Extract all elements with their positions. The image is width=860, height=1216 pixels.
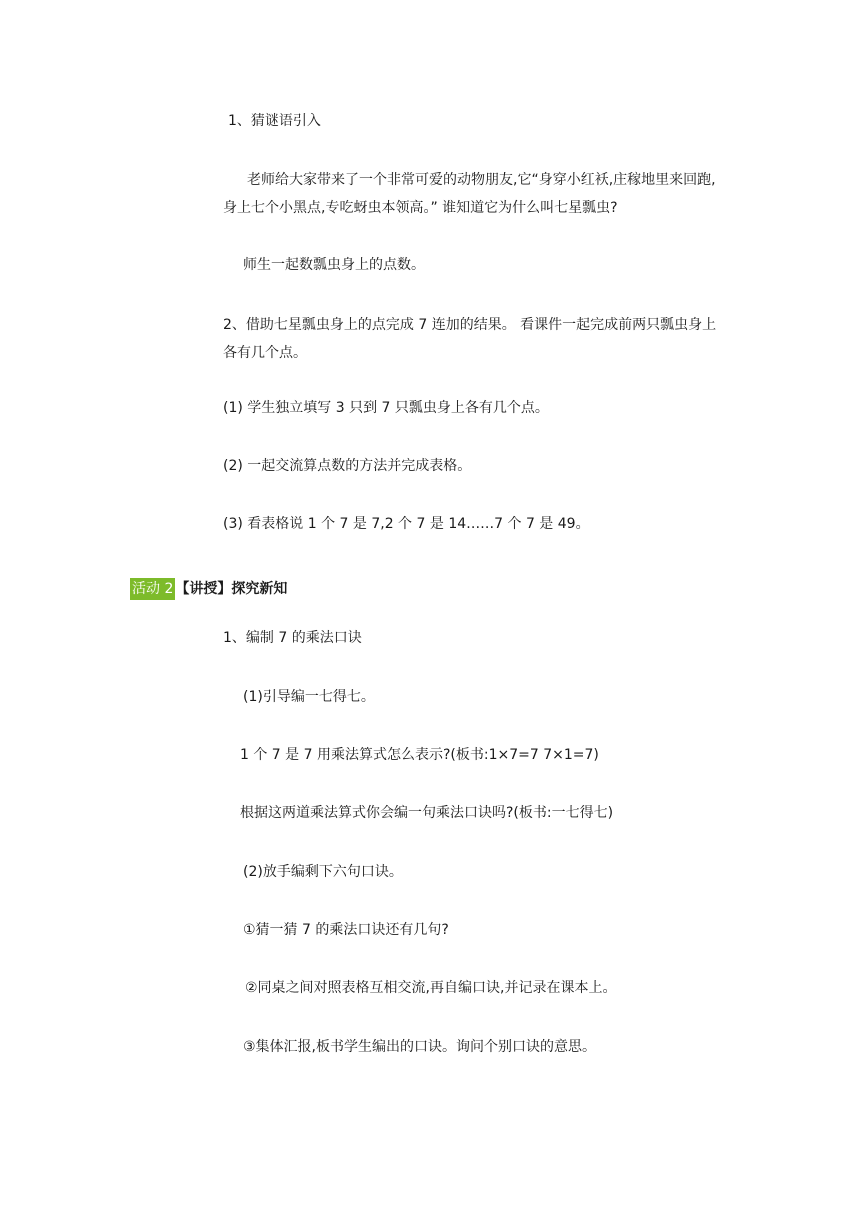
count-dots-sentence: 师生一起数瓢虫身上的点数。 [243,257,425,273]
circle-step-3: ③集体汇报,板书学生编出的口诀。询问个别口诀的意思。 [243,1039,596,1055]
item-compose-seven-table: 1、编制 7 的乘法口诀 [223,630,362,646]
step-1-fill-dots: (1) 学生独立填写 3 只到 7 只瓢虫身上各有几个点。 [223,400,549,416]
teacher-riddle-paragraph: 老师给大家带来了一个非常可爱的动物朋友,它“身穿小红袄,庄稼地里来回跑,身上七个小黑点,专吃蚜虫本领高。” 谁知道它为什么叫七星瓢虫? [223,172,716,216]
guide-remaining-six: (2)放手编剩下六句口诀。 [243,864,403,880]
item-seven-addition-paragraph: 2、借助七星瓢虫身上的点完成 7 连加的结果。 看课件一起完成前两只瓢虫身上各有几个点。 [223,317,717,361]
step-2-discuss-method: (2) 一起交流算点数的方法并完成表格。 [223,458,472,474]
activity-tag: 活动 2 [130,578,175,600]
step-3-read-table: (3) 看表格说 1 个 7 是 7,2 个 7 是 14……7 个 7 是 49。 [223,516,590,532]
activity-2-heading [130,578,287,600]
question-compose-rhyme: 根据这两道乘法算式你会编一句乘法口诀吗?(板书:一七得七) [240,805,614,821]
circle-step-2: ②同桌之间对照表格互相交流,再自编口诀,并记录在课本上。 [245,980,617,996]
question-multiplication-expression: 1 个 7 是 7 用乘法算式怎么表示?(板书:1×7=7 7×1=7) [240,747,599,763]
item-guess-riddle-title: 1、猜谜语引入 [228,113,321,129]
activity-title: 【讲授】探究新知 [175,581,288,597]
guide-one-seven: (1)引导编一七得七。 [243,689,375,705]
circle-step-1: ①猜一猜 7 的乘法口诀还有几句? [243,922,449,938]
